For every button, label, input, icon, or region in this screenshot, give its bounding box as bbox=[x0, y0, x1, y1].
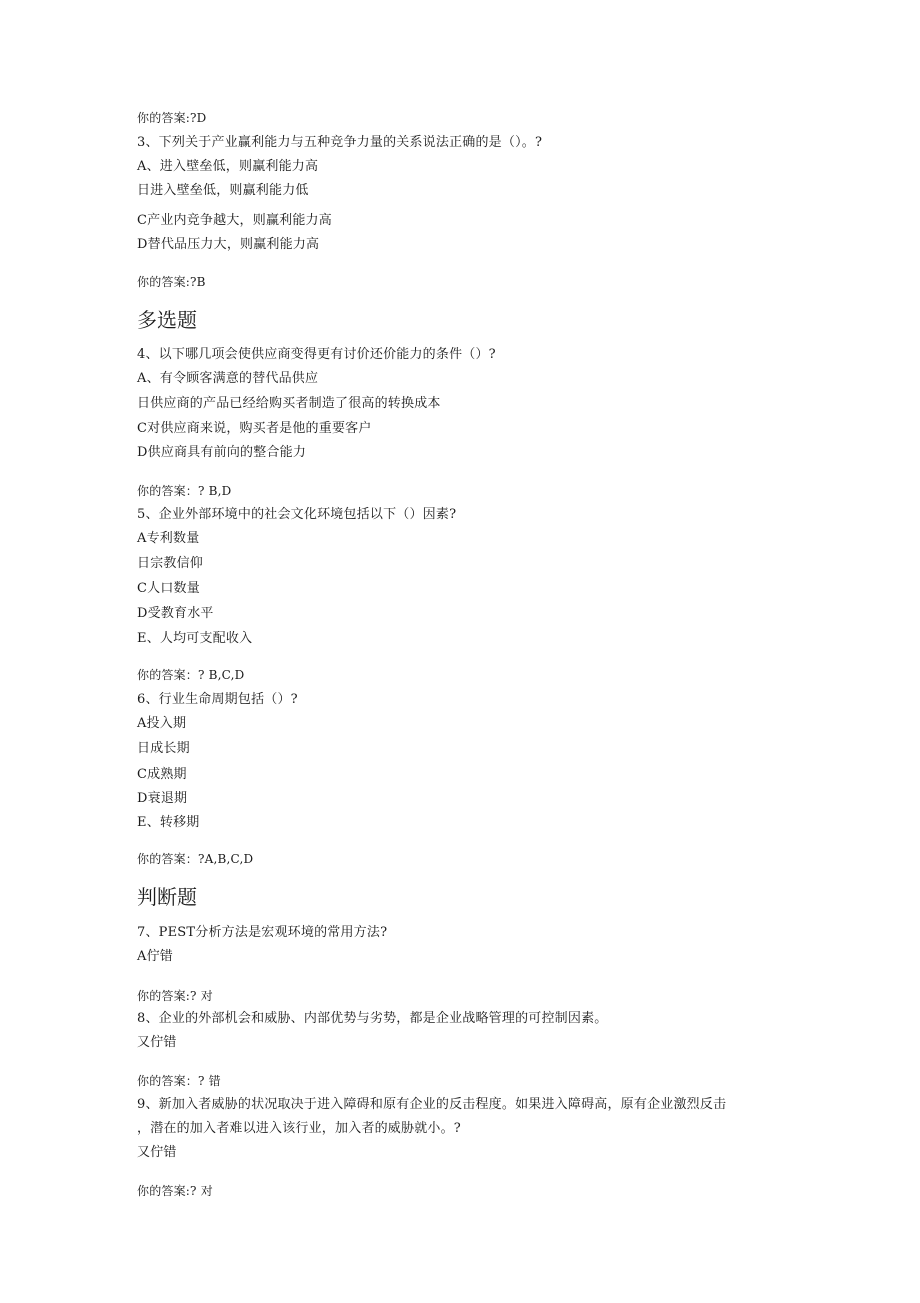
answer-text: 你的答案:?B bbox=[137, 275, 206, 289]
option-text: 又佇错 bbox=[137, 1145, 177, 1160]
question-text: 8、企业的外部机会和威胁、内部优势与劣势，都是企业战略管理的可控制因素。 bbox=[137, 1011, 608, 1026]
option-text: 日供应商的产品已经给购买者制造了很高的转换成本 bbox=[137, 396, 441, 411]
option-text: 又佇错 bbox=[137, 1035, 177, 1050]
option-text: A、进入壁垒低，则赢利能力高 bbox=[137, 159, 319, 174]
option-text: E、人均可支配收入 bbox=[137, 631, 253, 646]
question-text: 9、新加入者威胁的状况取决于进入障碍和原有企业的反击程度。如果进入障碍高，原有企业激烈反击 bbox=[137, 1097, 727, 1112]
question-text: 4、以下哪几项会使供应商变得更有讨价还价能力的条件（）? bbox=[137, 347, 496, 362]
answer-text: 你的答案:? 对 bbox=[137, 989, 213, 1003]
option-text: A佇错 bbox=[137, 949, 173, 964]
option-text: A投入期 bbox=[137, 716, 187, 731]
option-text: E、转移期 bbox=[137, 815, 200, 830]
answer-text: 你的答案:?D bbox=[137, 111, 207, 125]
question-text-continued: ，潜在的加入者难以进入该行业，加入者的威胁就小。? bbox=[137, 1121, 461, 1136]
question-text: 5、企业外部环境中的社会文化环境包括以下（）因素? bbox=[137, 507, 457, 522]
question-text: 3、下列关于产业赢利能力与五种竞争力量的关系说法正确的是（）。? bbox=[137, 135, 543, 150]
option-text: D受教育水平 bbox=[137, 606, 214, 621]
answer-text: 你的答案：? 错 bbox=[137, 1074, 221, 1088]
option-text: 日进入壁垒低，则赢利能力低 bbox=[137, 183, 309, 198]
option-text: C对供应商来说，购买者是他的重要客户 bbox=[137, 421, 372, 436]
option-text: D供应商具有前向的整合能力 bbox=[137, 445, 307, 460]
option-text: D替代品压力大，则赢利能力高 bbox=[137, 237, 320, 252]
option-text: C成熟期 bbox=[137, 767, 187, 782]
option-text: C产业内竞争越大，则赢利能力高 bbox=[137, 213, 332, 228]
question-text: 7、PEST分析方法是宏观环境的常用方法? bbox=[137, 925, 388, 940]
option-text: 日成长期 bbox=[137, 741, 190, 756]
option-text: A专利数量 bbox=[137, 531, 200, 546]
answer-text: 你的答案：? B,C,D bbox=[137, 668, 245, 682]
option-text: A、有令顾客满意的替代品供应 bbox=[137, 371, 319, 386]
question-text: 6、行业生命周期包括（）? bbox=[137, 692, 298, 707]
answer-text: 你的答案：? B,D bbox=[137, 484, 232, 498]
option-text: C人口数量 bbox=[137, 581, 200, 596]
option-text: D衰退期 bbox=[137, 791, 188, 806]
section-heading: 多选题 bbox=[137, 308, 197, 332]
answer-text: 你的答案:? 对 bbox=[137, 1184, 213, 1198]
option-text: 日宗教信仰 bbox=[137, 556, 204, 571]
section-heading: 判断题 bbox=[137, 885, 197, 909]
answer-text: 你的答案：?A,B,C,D bbox=[137, 852, 254, 866]
